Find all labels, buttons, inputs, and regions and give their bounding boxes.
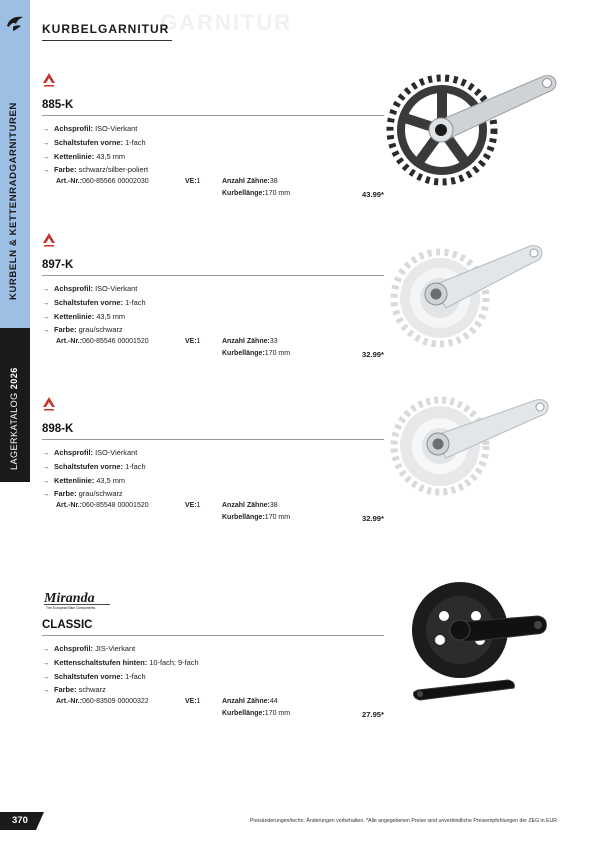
spec-item: → Achsprofil: JIS-Vierkant: [42, 642, 384, 656]
spec-list: [42, 282, 384, 337]
article-number: Art.-Nr.: 060-85566 00002030: [56, 178, 149, 186]
footer-disclaimer: Preisänderungen/techn. Änderungen vorbehalten. *Alle angegebenen Preise sind unverbindliche Preisempfehlungen der ZEG in EUR: [249, 818, 557, 824]
spec-item: → Kettenlinie: 43,5 mm: [42, 150, 384, 164]
sidebar-catalog-label: LAGERKATALOG 2026: [9, 367, 19, 470]
spec-item: → Farbe: grau/schwarz: [42, 487, 384, 501]
header-ghost-text: GARNITUR: [160, 10, 293, 35]
arrow-right-icon: →: [42, 644, 50, 653]
product-meta: [42, 178, 384, 202]
spec-list: [42, 446, 384, 501]
article-number: Art.-Nr.: 060-85548 00001520: [56, 502, 149, 510]
spec-item: → Kettenlinie: 43,5 mm: [42, 474, 384, 488]
product-price: 27.95*: [362, 710, 384, 720]
spec-item: → Farbe: schwarz/silber-poliert: [42, 163, 384, 177]
product-model: 898-K: [42, 423, 74, 435]
product-model: 885-K: [42, 99, 74, 111]
arrow-right-icon: →: [42, 151, 50, 161]
product-divider: [42, 115, 384, 116]
product-classic: [42, 588, 384, 722]
product-model: 897-K: [42, 259, 74, 271]
arrow-right-icon: →: [42, 284, 50, 293]
packing-unit: VE: 1: [185, 698, 201, 706]
arrow-right-icon: →: [42, 448, 50, 457]
spec-list: [42, 642, 384, 697]
crank-length: Kurbellänge: 170 mm: [222, 350, 291, 358]
product-885-k: [42, 72, 384, 202]
arrow-right-icon: →: [42, 325, 50, 335]
crank-length: Kurbellänge: 170 mm: [222, 190, 291, 198]
product-image-classic: [398, 578, 558, 708]
product-898-k: [42, 396, 384, 526]
product-price: 32.99*: [362, 350, 384, 360]
packing-unit: VE: 1: [185, 178, 201, 186]
article-number: Art.-Nr.: 060-85546 00001520: [56, 338, 149, 346]
page-number: 370: [12, 815, 28, 826]
spec-item: → Schaltstufen vorne: 1-fach: [42, 296, 384, 310]
product-divider: [42, 439, 384, 440]
arrow-right-icon: →: [42, 475, 50, 485]
packing-unit: VE: 1: [185, 502, 201, 510]
arrow-right-icon: →: [42, 657, 50, 667]
article-number: Art.-Nr.: 060-83509 00000322: [56, 698, 149, 706]
product-image-897-k: [388, 236, 558, 356]
amor-logo-icon: [42, 232, 56, 250]
miranda-logo-icon: [42, 588, 114, 610]
product-model: CLASSIC: [42, 619, 93, 631]
product-meta: [42, 698, 384, 722]
packing-unit: VE: 1: [185, 338, 201, 346]
arrow-right-icon: →: [42, 461, 50, 471]
product-price: 43.99*: [362, 190, 384, 200]
spec-item: → Achsprofil: ISO-Vierkant: [42, 446, 384, 460]
svg-text:The European Bike Components: The European Bike Components: [46, 606, 96, 610]
spec-item: → Farbe: schwarz: [42, 683, 384, 697]
arrow-right-icon: →: [42, 165, 50, 175]
spec-item: → Schaltstufen vorne: 1-fach: [42, 460, 384, 474]
amor-logo-icon: [42, 396, 56, 414]
arrow-right-icon: →: [42, 297, 50, 307]
product-meta: [42, 338, 384, 362]
crank-length: Kurbellänge: 170 mm: [222, 710, 291, 718]
spec-item: → Kettenschaltstufen hinten: 10-fach; 9-fach: [42, 656, 384, 670]
arrow-right-icon: →: [42, 671, 50, 681]
sidebar-section-label: KURBELN & KETTENRADGARNITUREN: [8, 102, 19, 300]
arrow-right-icon: →: [42, 137, 50, 147]
product-price: 32.99*: [362, 514, 384, 524]
page-title: KURBELGARNITUR: [42, 22, 170, 36]
header-underline: [42, 40, 172, 41]
spec-item: → Farbe: grau/schwarz: [42, 323, 384, 337]
tooth-count: Anzahl Zähne: 44: [222, 698, 278, 706]
spec-item: → Schaltstufen vorne: 1-fach: [42, 136, 384, 150]
arrow-right-icon: →: [42, 311, 50, 321]
arrow-right-icon: →: [42, 124, 50, 133]
spec-item: → Achsprofil: ISO-Vierkant: [42, 282, 384, 296]
tooth-count: Anzahl Zähne: 33: [222, 338, 278, 346]
spec-item: → Schaltstufen vorne: 1-fach: [42, 670, 384, 684]
spec-item: → Achsprofil: ISO-Vierkant: [42, 122, 384, 136]
product-image-885-k: [386, 70, 566, 205]
product-meta: [42, 502, 384, 526]
publisher-logo-icon: [4, 12, 26, 34]
product-897-k: [42, 232, 384, 362]
product-divider: [42, 635, 384, 636]
product-image-898-k: [390, 396, 560, 516]
product-divider: [42, 275, 384, 276]
spec-item: → Kettenlinie: 43,5 mm: [42, 310, 384, 324]
svg-text:Miranda: Miranda: [44, 591, 95, 606]
crank-length: Kurbellänge: 170 mm: [222, 514, 291, 522]
arrow-right-icon: →: [42, 489, 50, 499]
amor-logo-icon: [42, 72, 56, 90]
tooth-count: Anzahl Zähne: 38: [222, 178, 278, 186]
spec-list: [42, 122, 384, 177]
arrow-right-icon: →: [42, 685, 50, 695]
tooth-count: Anzahl Zähne: 38: [222, 502, 278, 510]
